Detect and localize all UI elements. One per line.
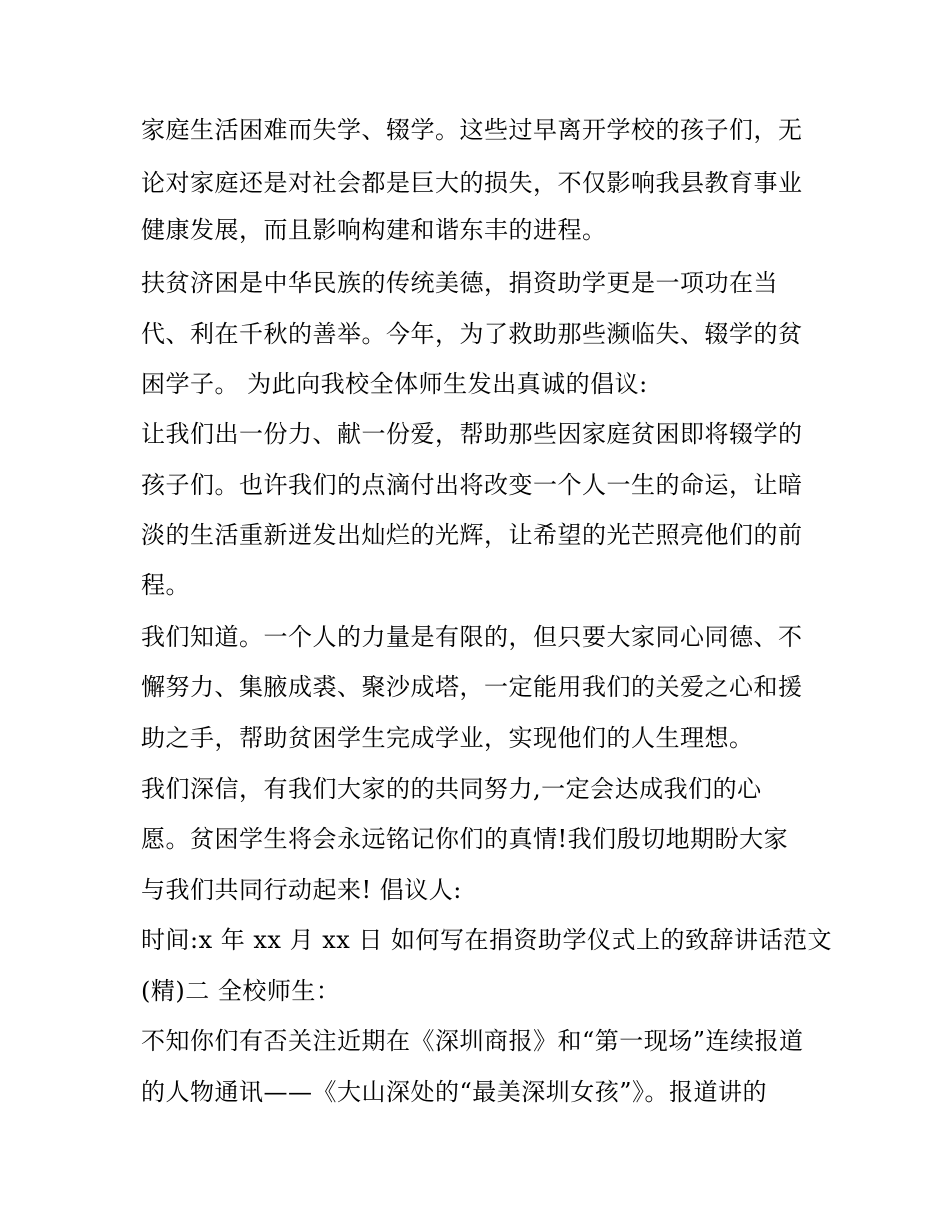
text-line: 家庭生活困难而失学、辍学。这些过早离开学校的孩子们，无 — [141, 116, 803, 144]
text-line: 代、利在千秋的善举。今年，为了救助那些濒临失、辍学的贫 — [141, 320, 803, 348]
text-line: 孩子们。也许我们的点滴付出将改变一个人一生的命运，让暗 — [141, 471, 803, 499]
text-line: 懈努力、集腋成裘、聚沙成塔，一定能用我们的关爱之心和援 — [141, 673, 803, 701]
text-line: 不知你们有否关注近期在《深圳商报》和“第一现场”连续报道 — [141, 1027, 804, 1055]
text-line: 困学子。 为此向我校全体师生发出真诚的倡议: — [141, 370, 648, 398]
text-line: 与我们共同行动起来! 倡议人: — [141, 876, 462, 904]
text-line: 助之手，帮助贫困学生完成学业，实现他们的人生理想。 — [141, 724, 754, 752]
text-line: 愿。贫困学生将会永远铭记你们的真情!我们殷切地期盼大家 — [141, 825, 789, 853]
text-line: 我们深信，有我们大家的的共同努力,一定会达成我们的心 — [141, 775, 762, 803]
text-line: 的人物通讯——《大山深处的“最美深圳女孩”》。报道讲的 — [141, 1078, 768, 1106]
text-line: 程。 — [141, 571, 190, 599]
text-line: 淡的生活重新迸发出灿烂的光辉，让希望的光芒照亮他们的前 — [141, 521, 803, 549]
text-line: 健康发展，而且影响构建和谐东丰的进程。 — [141, 216, 607, 244]
text-line: 我们知道。一个人的力量是有限的，但只要大家同心同德、不 — [141, 623, 803, 651]
text-line: 扶贫济困是中华民族的传统美德，捐资助学更是一项功在当 — [141, 269, 778, 297]
text-line: (精)二 全校师生： — [141, 977, 341, 1005]
text-line: 让我们出一份力、献一份爱，帮助那些因家庭贫困即将辍学的 — [141, 420, 803, 448]
text-line: 时间:x 年 xx 月 xx 日 如何写在捐资助学仪式上的致辞讲话范文 — [141, 926, 833, 954]
text-line: 论对家庭还是对社会都是巨大的损失，不仅影响我县教育事业 — [141, 169, 803, 197]
